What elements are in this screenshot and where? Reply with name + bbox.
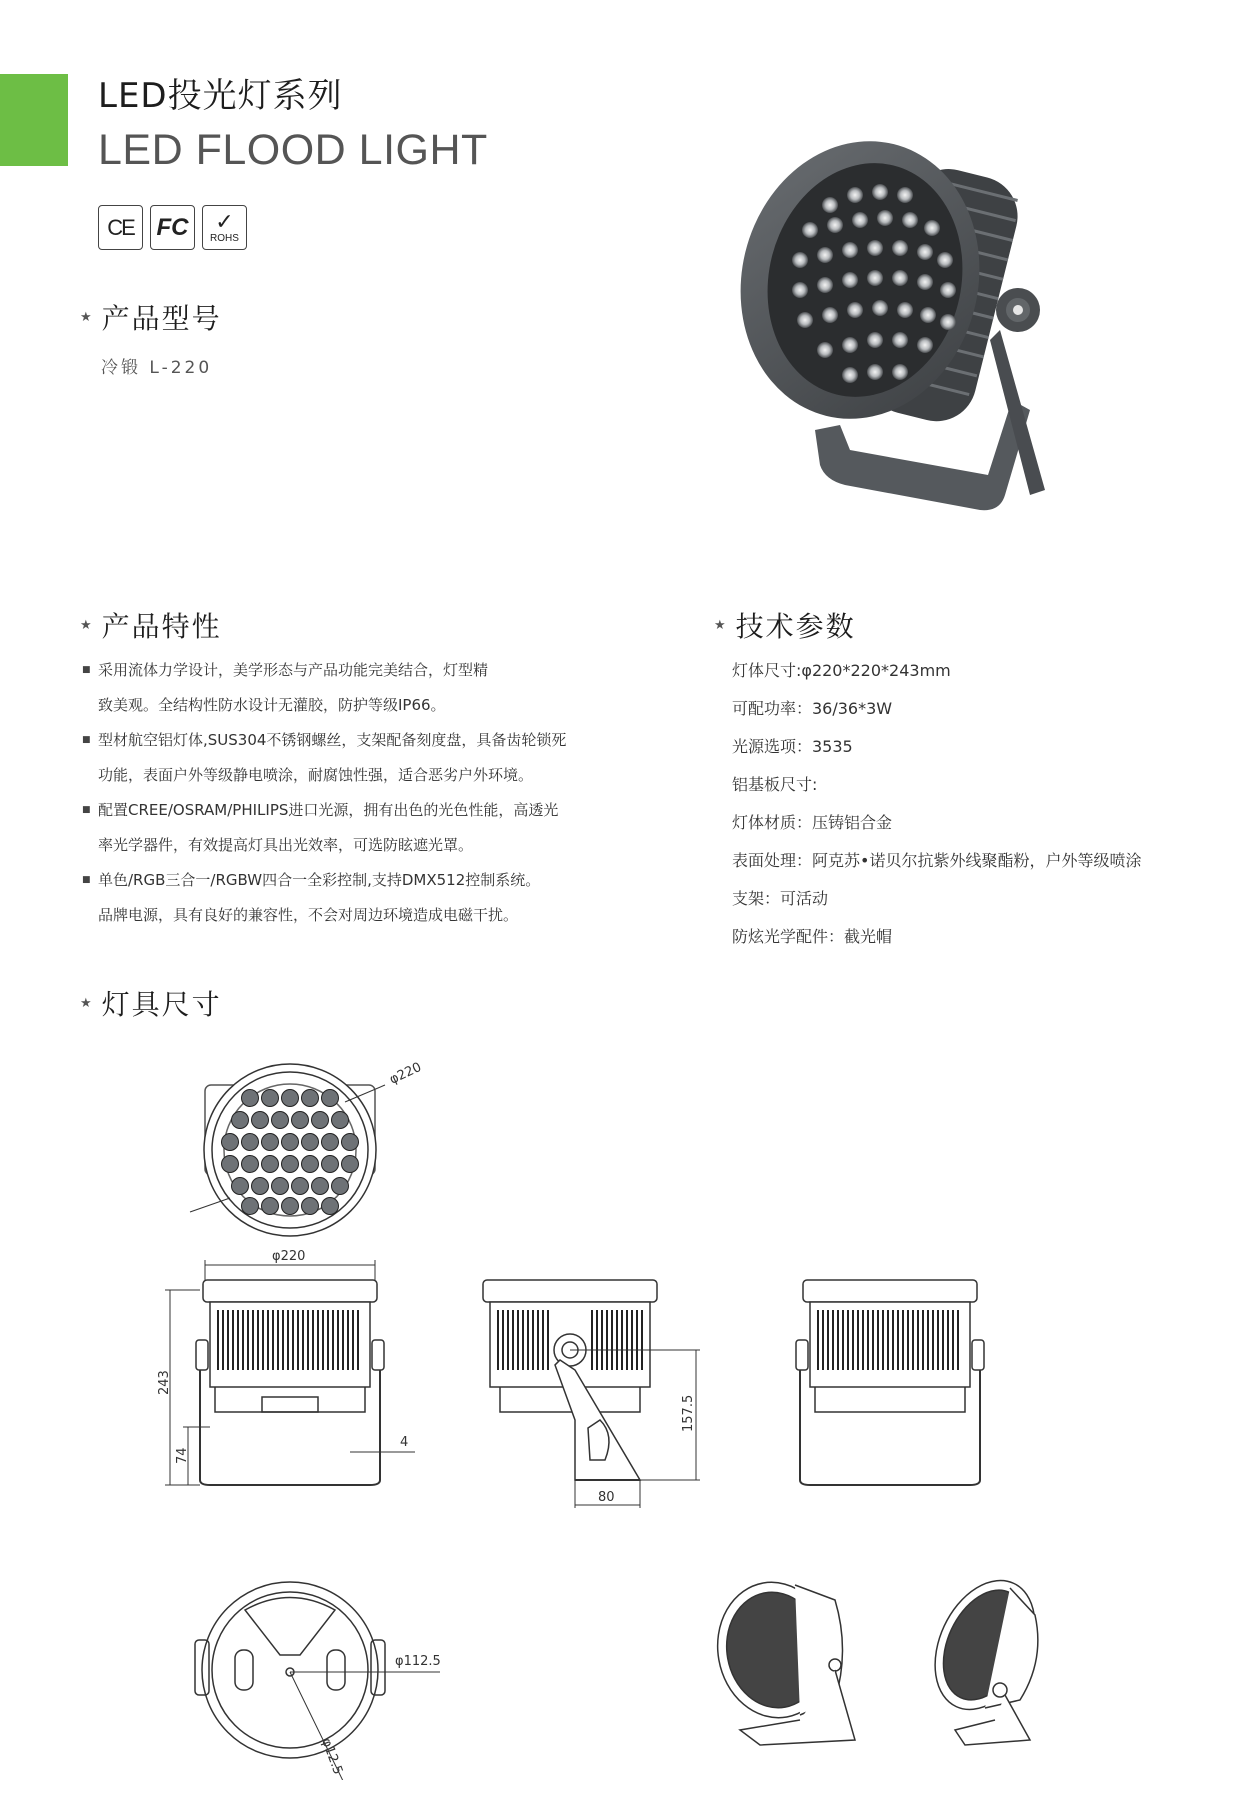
ce-mark-icon: CE [98, 205, 143, 250]
side-width-label: φ220 [272, 1249, 306, 1264]
spec-item: 灯体尺寸:φ220*220*243mm [732, 661, 951, 680]
spec-item: 表面处理：阿克苏•诺贝尔抗紫外线聚酯粉，户外等级喷涂 [732, 851, 1142, 870]
middle-base-label: 80 [598, 1490, 615, 1505]
perspective-drawings [707, 1564, 1054, 1745]
spec-item: 可配功率：36/36*3W [732, 699, 893, 718]
side-view-drawing [157, 1249, 415, 1485]
square-bullet-icon: ■ [82, 665, 91, 675]
list-item: ■ 单色/RGB三合一/RGBW四合一全彩控制,支持DMX512控制系统。 品牌电源，具有良好的兼容性，不会对周边环境造成电磁干扰。 [82, 863, 622, 933]
fc-mark-icon: FC [150, 205, 195, 250]
model-number: 冷锻 L-220 [101, 358, 213, 378]
rear-side-view-drawing [796, 1280, 984, 1485]
star-icon: ★ [714, 617, 728, 633]
spec-item: 铝基板尺寸: [732, 775, 818, 794]
certification-badges [98, 205, 247, 250]
spec-item: 光源选项：3535 [732, 737, 853, 756]
middle-view-drawing [483, 1280, 700, 1508]
back-dia-label: φ112.5 [395, 1654, 441, 1669]
list-item: ■ 型材航空铝灯体,SUS304不锈钢螺丝，支架配备刻度盘，具备齿轮锁死 功能，表面户外等级静电喷涂，耐腐蚀性强，适合恶劣户外环境。 [82, 723, 622, 793]
rohs-mark-icon: ✓ ROHS [202, 205, 247, 250]
star-icon: ★ [80, 995, 94, 1011]
list-item: ■ 配置CREE/OSRAM/PHILIPS进口光源，拥有出色的光色性能，高透光 率光学器件，有效提高灯具出光效率，可选防眩遮光罩。 [82, 793, 622, 863]
features-heading: ★ 产品特性 [80, 610, 222, 643]
star-icon: ★ [80, 617, 94, 633]
spec-item: 支架：可活动 [732, 889, 829, 908]
model-heading: ★ 产品型号 [80, 302, 222, 335]
back-hole-label: φ12.5 [318, 1736, 346, 1777]
accent-tab [0, 74, 68, 166]
star-icon: ★ [80, 309, 94, 325]
dimension-drawings [0, 1040, 1260, 1780]
side-height-label: 243 [157, 1370, 172, 1395]
product-image [700, 100, 1100, 540]
page-title-en: LED FLOOD LIGHT [98, 126, 488, 174]
front-dia-label: φ220 [387, 1059, 424, 1088]
specs-list [732, 652, 1141, 956]
page-title-cn: LED投光灯系列 [98, 76, 343, 116]
specs-heading: ★ 技术参数 [714, 610, 856, 643]
side-gap-label: 4 [400, 1435, 409, 1450]
front-view-drawing [190, 1060, 424, 1236]
spec-item: 防炫光学配件：截光帽 [732, 927, 893, 946]
dimensions-heading: ★ 灯具尺寸 [80, 988, 222, 1021]
side-bracket-label: 74 [175, 1447, 190, 1464]
square-bullet-icon: ■ [82, 875, 91, 885]
list-item: ■ 采用流体力学设计，美学形态与产品功能完美结合，灯型精 致美观。全结构性防水设计无灌胶，防护等级IP66。 [82, 653, 622, 723]
spec-item: 灯体材质：压铸铝合金 [732, 813, 893, 832]
square-bullet-icon: ■ [82, 805, 91, 815]
square-bullet-icon: ■ [82, 735, 91, 745]
features-list [82, 653, 622, 933]
back-view-drawing [195, 1582, 441, 1780]
middle-height-label: 157.5 [681, 1394, 696, 1432]
